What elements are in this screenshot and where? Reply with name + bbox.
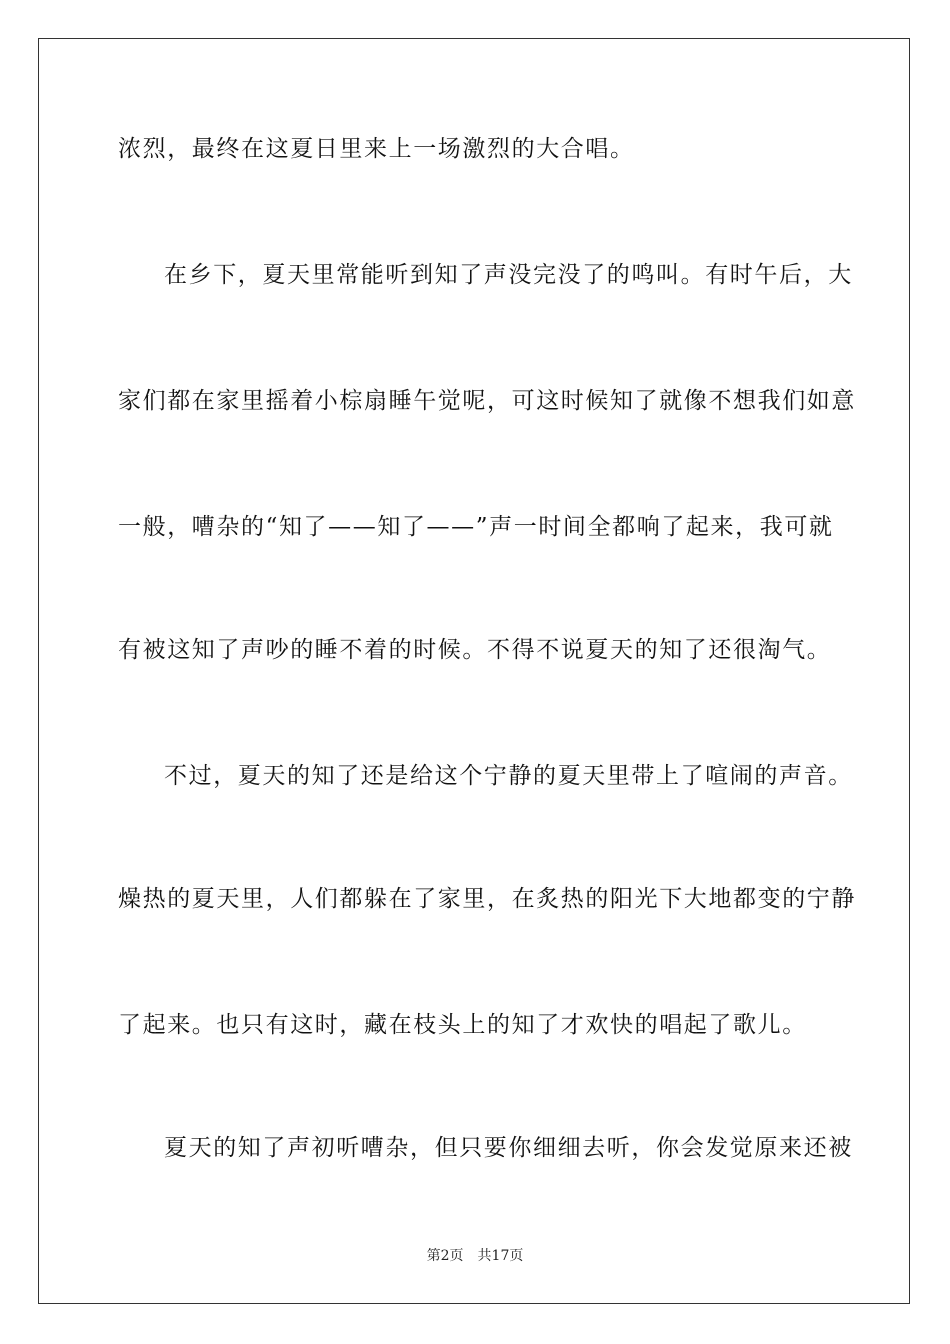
page-number: 第2页	[426, 1248, 464, 1264]
text-line-7: 燥热的夏天里，人们都躲在了家里，在炙热的阳光下大地都变的宁静	[118, 886, 856, 912]
page-footer	[0, 1247, 950, 1265]
text-line-5: 有被这知了声吵的睡不着的时候。不得不说夏天的知了还很淘气。	[118, 637, 832, 663]
text-line-2: 在乡下，夏天里常能听到知了声没完没了的鸣叫。有时午后，大	[164, 262, 853, 288]
text-line-8: 了起来。也只有这时，藏在枝头上的知了才欢快的唱起了歌儿。	[118, 1012, 807, 1038]
text-line-4: 一般，嘈杂的“知了——知了——”声一时间全都响了起来，我可就	[118, 514, 834, 540]
page-total: 共17页	[477, 1248, 524, 1264]
text-line-1: 浓烈，最终在这夏日里来上一场激烈的大合唱。	[118, 136, 635, 162]
text-line-6: 不过，夏天的知了还是给这个宁静的夏天里带上了喧闹的声音。	[164, 763, 853, 789]
page-border	[38, 38, 910, 1304]
text-line-9: 夏天的知了声初听嘈杂，但只要你细细去听，你会发觉原来还被	[164, 1135, 853, 1161]
text-line-3: 家们都在家里摇着小棕扇睡午觉呢，可这时候知了就像不想我们如意	[118, 388, 856, 414]
